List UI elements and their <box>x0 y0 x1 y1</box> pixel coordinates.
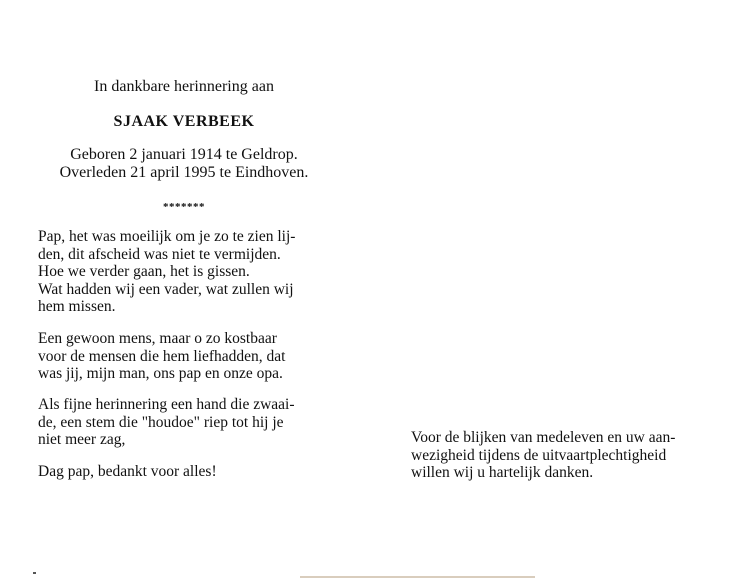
poem-line: niet meer zag, <box>38 431 126 448</box>
intro-text: In dankbare herinnering aan <box>94 78 274 95</box>
poem-line: voor de mensen die hem liefhadden, dat <box>38 347 286 365</box>
poem-line: de, een stem die "houdoe" riep tot hij je <box>38 413 284 431</box>
poem-line: Als fijne herinnering een hand die zwaai- <box>38 396 295 413</box>
poem-stanza-1 <box>38 228 331 316</box>
poem-line: Een gewoon mens, maar o zo kostbaar <box>38 330 277 347</box>
separator-stars: ******* <box>163 201 205 213</box>
poem-line: den, dit afscheid was niet te vermijden. <box>38 245 281 263</box>
right-card-panel <box>368 0 735 580</box>
deceased-name: SJAAK VERBEEK <box>113 113 255 130</box>
poem-line: Wat hadden wij een vader, wat zullen wij <box>38 280 294 298</box>
thanks-line: willen wij u hartelijk danken. <box>411 464 594 481</box>
poem-stanza-2 <box>38 330 331 383</box>
poem-stanza-3 <box>38 396 331 449</box>
poem-line: was jij, mijn man, ons pap en onze opa. <box>38 365 283 382</box>
poem-line: Dag pap, bedankt voor alles! <box>38 463 217 480</box>
thank-you-note <box>411 429 703 482</box>
poem-stanza-4 <box>38 463 331 481</box>
death-line: Overleden 21 april 1995 te Eindhoven. <box>59 164 309 181</box>
thanks-line: Voor de blijken van medeleven en uw aan- <box>411 429 676 446</box>
birth-line: Geboren 2 januari 1914 te Geldrop. <box>70 146 298 163</box>
scan-artifact-dot <box>33 572 36 574</box>
poem-line: hem missen. <box>38 298 116 315</box>
poem-line: Hoe we verder gaan, het is gissen. <box>38 263 250 280</box>
poem-line: Pap, het was moeilijk om je zo te zien lij- <box>38 228 296 245</box>
scan-artifact-edge <box>300 576 535 578</box>
thanks-line: wezigheid tijdens de uitvaartplechtigheid <box>411 446 667 464</box>
